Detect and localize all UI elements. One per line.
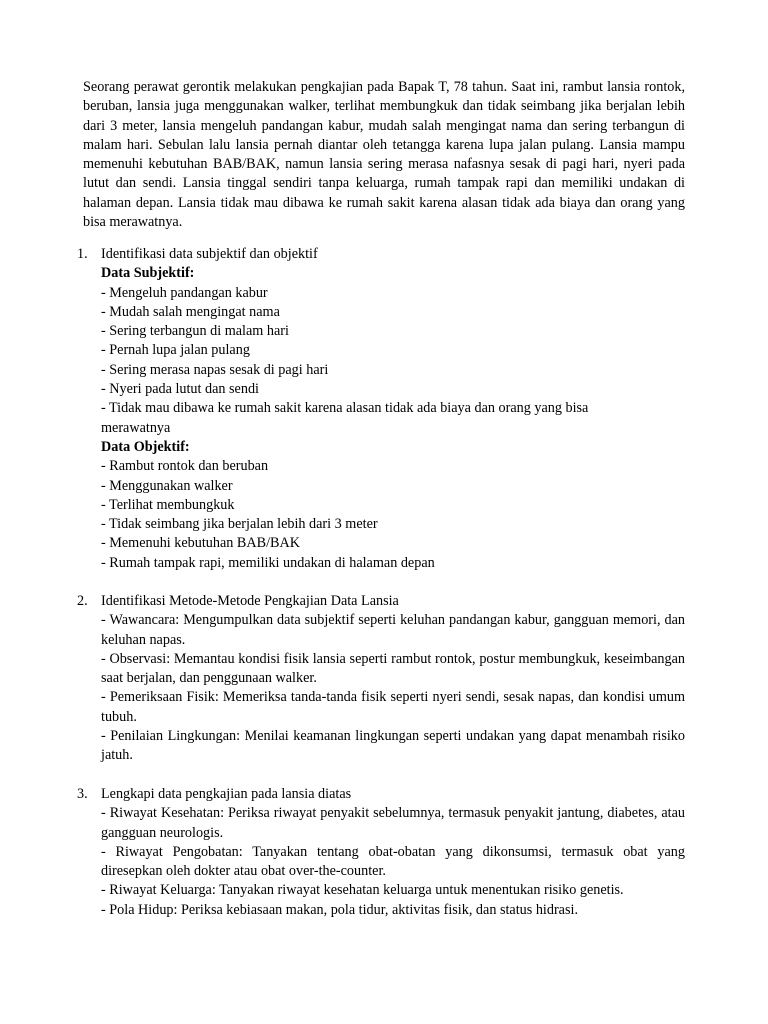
section-1 bbox=[77, 245, 685, 573]
method-item: - Pemeriksaan Fisik: Memeriksa tanda-tanda fisik seperti nyeri sendi, sesak napas, dan kondisi umum tubuh. bbox=[101, 689, 685, 725]
method-item: - Observasi: Memantau kondisi fisik lansia seperti rambut rontok, postur membungkuk, keseimbangan saat berjalan, dan penggunaan walker. bbox=[101, 650, 685, 687]
assessment-item: - Pola Hidup: Periksa kebiasaan makan, pola tidur, aktivitas fisik, dan status hidrasi. bbox=[101, 901, 578, 918]
subjective-title: Data Subjektif: bbox=[101, 265, 195, 282]
assessment-item: - Riwayat Pengobatan: Tanyakan tentang obat-obatan yang dikonsumsi, termasuk obat yang diresepkan oleh dokter atau obat over-the-counter. bbox=[101, 843, 685, 880]
section-1-number: 1. bbox=[77, 246, 88, 262]
section-2 bbox=[77, 592, 685, 766]
section-3 bbox=[77, 785, 685, 920]
case-paragraph: Seorang perawat gerontik melakukan pengkajian pada Bapak T, 78 tahun. Saat ini, rambut lansia rontok, beruban, lansia juga menggunakan walker, terlihat membungkuk dan tidak seimbang jika berjalan lebih dari 3 meter, lansia mengeluh pandangan kabur, mudah salah mengingat nama dan sering terbangun di malam hari. Sebulan lalu lansia pernah diantar oleh tetangga karena lupa jalan pulang. Lansia mampu memenuhi kebutuhan BAB/BAK, namun lansia sering merasa nafasnya sesak di pagi hari, nyeri pada lutut dan sendi. Lansia tinggal sendiri tanpa keluarga, rumah tampak rapi dan memiliki undakan di halaman depan. Lansia tidak mau dibawa ke rumah sakit karena alasan tidak ada biaya dan orang yang bisa merawatnya. bbox=[83, 79, 685, 231]
objective-item: - Terlihat membungkuk bbox=[101, 496, 235, 513]
assessment-item: - Riwayat Kesehatan: Periksa riwayat penyakit sebelumnya, termasuk penyakit jantung, diabetes, atau gangguan neurologis. bbox=[101, 805, 685, 841]
subjective-item: - Tidak mau dibawa ke rumah sakit karena alasan tidak ada biaya dan orang yang bisa merawatnya bbox=[101, 400, 589, 436]
objective-item: - Tidak seimbang jika berjalan lebih dari 3 meter bbox=[101, 516, 378, 533]
objective-title: Data Objektif: bbox=[101, 438, 190, 455]
section-3-heading: Lengkapi data pengkajian pada lansia diatas bbox=[101, 786, 352, 802]
method-item: - Penilaian Lingkungan: Menilai keamanan lingkungan seperti undakan yang dapat menambah risiko jatuh. bbox=[101, 728, 685, 764]
subjective-item: - Sering terbangun di malam hari bbox=[101, 323, 289, 340]
section-2-number: 2. bbox=[77, 593, 88, 609]
section-3-number: 3. bbox=[77, 786, 88, 802]
subjective-item: - Pernah lupa jalan pulang bbox=[101, 342, 250, 359]
subjective-item: - Sering merasa napas sesak di pagi hari bbox=[101, 361, 329, 378]
assessment-item: - Riwayat Keluarga: Tanyakan riwayat kesehatan keluarga untuk menentukan risiko genetis. bbox=[101, 882, 624, 899]
subjective-item: - Mudah salah mengingat nama bbox=[101, 303, 280, 320]
section-2-heading: Identifikasi Metode-Metode Pengkajian Data Lansia bbox=[101, 593, 399, 609]
subjective-item: - Mengeluh pandangan kabur bbox=[101, 284, 268, 301]
method-item: - Wawancara: Mengumpulkan data subjektif seperti keluhan pandangan kabur, gangguan memori, dan keluhan napas. bbox=[101, 612, 685, 648]
subjective-item: - Nyeri pada lutut dan sendi bbox=[101, 381, 259, 398]
objective-item: - Menggunakan walker bbox=[101, 477, 233, 494]
objective-item: - Rambut rontok dan beruban bbox=[101, 458, 269, 475]
objective-item: - Rumah tampak rapi, memiliki undakan di halaman depan bbox=[101, 554, 435, 571]
section-1-item bbox=[77, 245, 685, 573]
section-1-heading: Identifikasi data subjektif dan objektif bbox=[101, 246, 318, 262]
section-3-item bbox=[77, 785, 685, 920]
objective-item: - Memenuhi kebutuhan BAB/BAK bbox=[101, 535, 300, 552]
section-2-item bbox=[77, 592, 685, 766]
